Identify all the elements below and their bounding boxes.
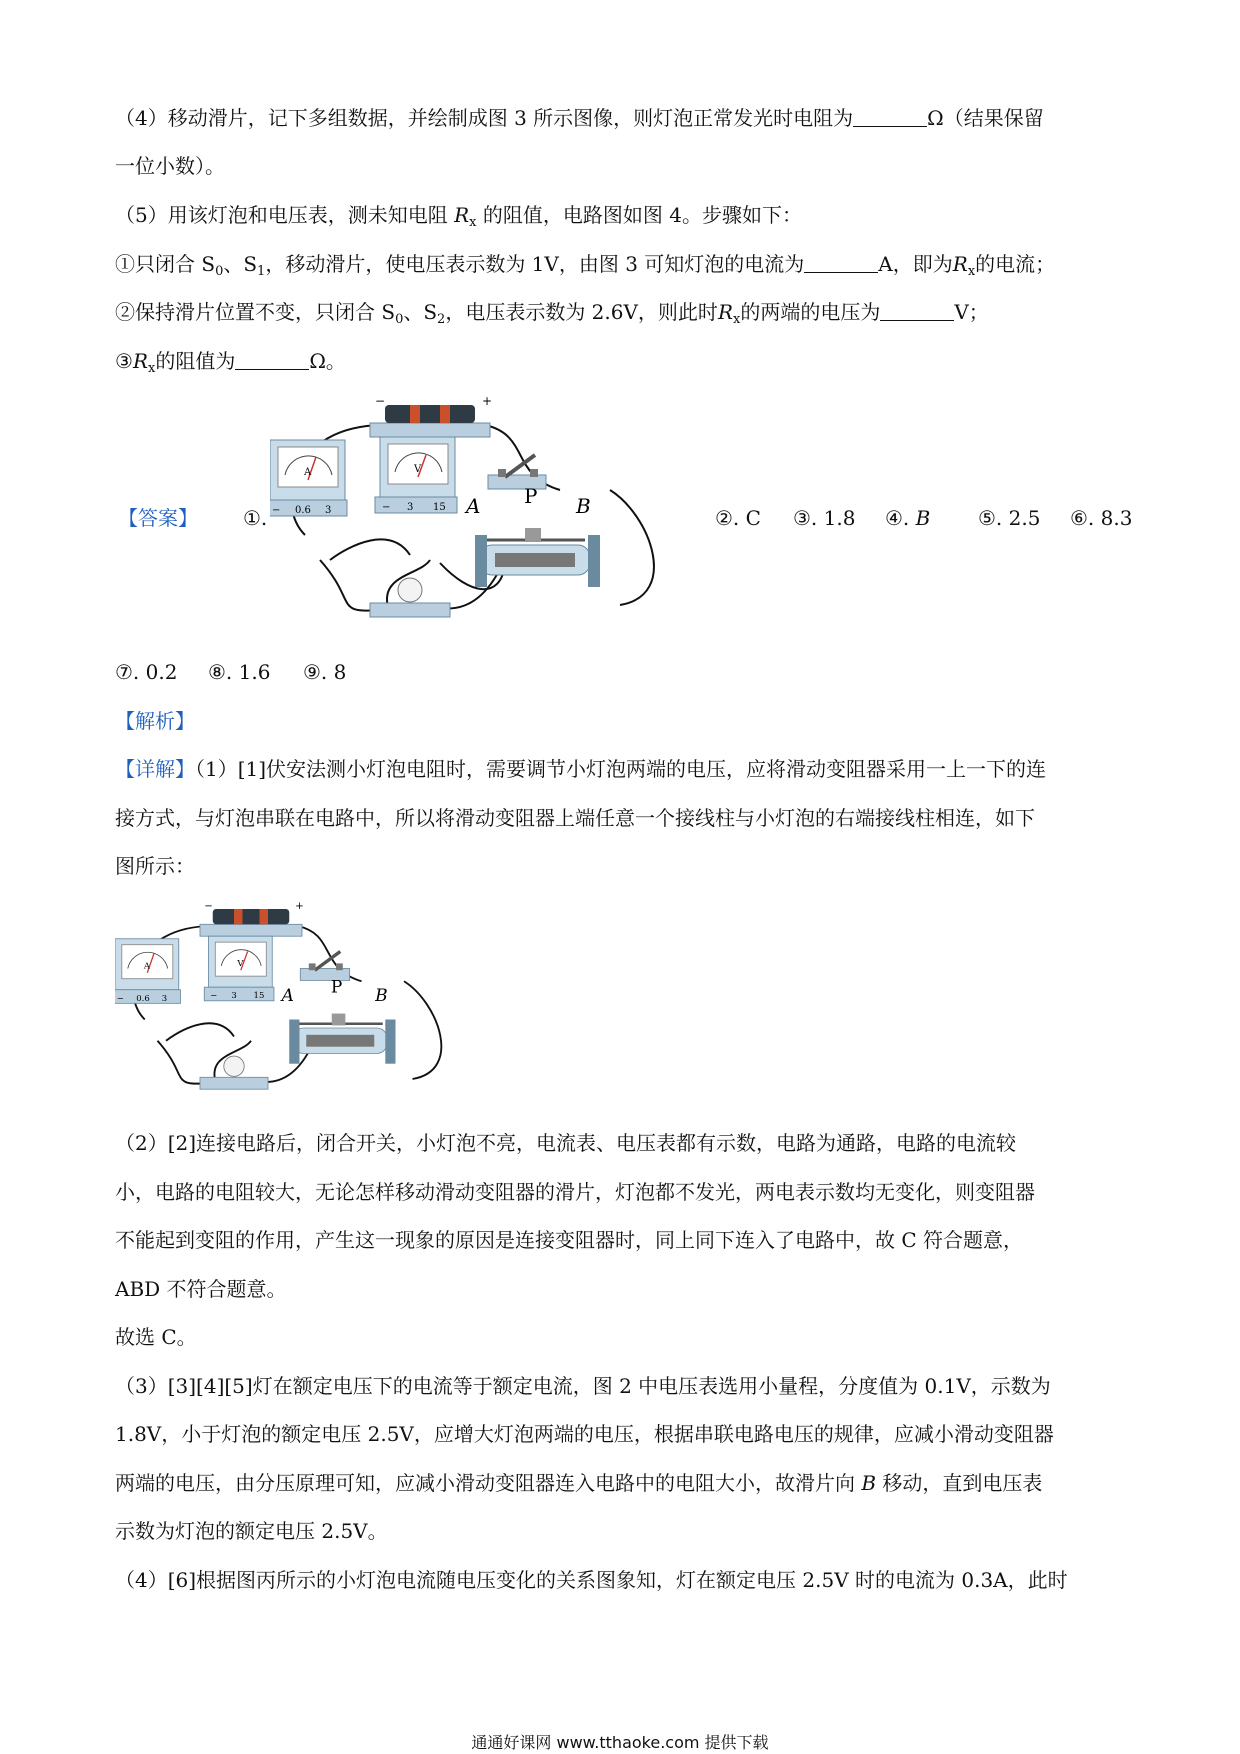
answer-item-6: ⑥. 8.3 (1070, 506, 1133, 530)
question5-step3: $③R_x$的阻值为 Ω。 (115, 349, 346, 376)
detail-p1-line1: 【详解】（1）[1]伏安法测小灯泡电阻时，需要调节小灯泡两端的电压，应将滑动变阻器采用一上一下的连 (115, 757, 1047, 781)
answer-item-3: ③. 1.8 (793, 506, 856, 530)
svg-text:A: A (143, 961, 151, 972)
svg-text:P: P (330, 977, 343, 998)
svg-text:0.6: 0.6 (136, 993, 150, 1004)
svg-text:+: + (482, 395, 493, 408)
question4-line2: 一位小数）。 (115, 154, 225, 178)
detail-p1-line2: 接方式，与灯泡串联在电路中，所以将滑动变阻器上端任意一个接线柱与小灯泡的右端接线柱相连，如下 (115, 806, 1035, 830)
svg-text:3: 3 (231, 991, 237, 1002)
answer-blank (853, 106, 927, 127)
answer-item-9: ⑨. 8 (303, 660, 347, 684)
answer-item-5: ⑤. 2.5 (978, 506, 1041, 530)
svg-text:−: − (210, 991, 218, 1002)
detail-p2-line5: 故选 C。 (115, 1325, 197, 1349)
detail-p3-line3: 两端的电压，由分压原理可知，应减小滑动变阻器连入电路中的电阻大小，故滑片向 B 移动，直到电压表 (115, 1471, 1043, 1495)
svg-text:A: A (281, 985, 294, 1006)
analysis-label: 【解析】 (115, 709, 195, 733)
answer-blank (880, 300, 954, 321)
circuit-diagram-answer (270, 395, 670, 635)
svg-text:3: 3 (325, 505, 332, 516)
switch (300, 952, 349, 981)
answer-item-8: ⑧. 1.6 (208, 660, 271, 684)
svg-text:15: 15 (253, 991, 265, 1002)
page-footer: 通通好课网 www.tthaoke.com 提供下载 (471, 1733, 769, 1752)
svg-text:−: − (272, 505, 281, 516)
svg-text:B: B (375, 985, 388, 1006)
voltmeter (204, 936, 274, 1001)
rheostat (280, 977, 396, 1063)
svg-text:B: B (576, 494, 591, 518)
rheostat (464, 484, 600, 587)
svg-text:A: A (304, 467, 312, 478)
answer-item-7: ⑦. 0.2 (115, 660, 178, 684)
svg-text:V: V (414, 464, 422, 475)
answer-blank (804, 252, 878, 273)
detail-p4-line1: （4）[6]根据图丙所示的小灯泡电流随电压变化的关系图象知，灯在额定电压 2.5V 时的电流为 0.3A，此时 (115, 1568, 1068, 1592)
detail-p3-line1: （3）[3][4][5]灯在额定电压下的电流等于额定电流，图 2 中电压表选用小量程，分度值为 0.1V，示数为 (115, 1374, 1051, 1398)
svg-text:0.6: 0.6 (295, 505, 311, 516)
answer-item-4: ④. B (885, 506, 931, 530)
ammeter (115, 939, 180, 1004)
ammeter (270, 440, 347, 516)
answer-item-1: ①. (243, 506, 268, 530)
svg-text:−: − (116, 993, 124, 1004)
svg-text:+: + (295, 901, 304, 912)
question5-intro: （5）用该灯泡和电压表，测未知电阻 $R_x$ 的阻值，电路图如图 4。步骤如下： (115, 203, 802, 230)
answer-blank (235, 349, 309, 370)
detail-p3-line2: 1.8V，小于灯泡的额定电压 2.5V，应增大灯泡两端的电压，根据串联电路电压的规律，应减小滑动变阻器 (115, 1422, 1054, 1446)
detail-p2-line2: 小，电路的电阻较大，无论怎样移动滑动变阻器的滑片，灯泡都不发光，两电表示数均无变化，则变阻器 (115, 1180, 1035, 1204)
answer-item-2: ②. C (715, 506, 761, 530)
svg-text:−: − (375, 395, 386, 408)
svg-text:−: − (382, 502, 391, 513)
svg-text:−: − (204, 901, 213, 912)
svg-text:3: 3 (407, 502, 414, 513)
question4-line1: （4）移动滑片，记下多组数据，并绘制成图 3 所示图像，则灯泡正常发光时电阻为 Ω（结果保留 (115, 106, 1044, 130)
detail-p2-line4: ABD 不符合题意。 (115, 1277, 287, 1301)
svg-text:P: P (524, 484, 538, 508)
battery (370, 395, 492, 437)
voltmeter (375, 437, 457, 513)
svg-text:3: 3 (161, 993, 168, 1004)
detail-p3-line4: 示数为灯泡的额定电压 2.5V。 (115, 1519, 388, 1543)
circuit-diagram-solution (115, 900, 455, 1105)
battery (200, 901, 304, 936)
svg-text:V: V (237, 958, 244, 969)
detail-p1-line3: 图所示： (115, 854, 195, 878)
svg-text:15: 15 (433, 502, 446, 513)
question5-step1: ①只闭合 $S_0$、$S_1$，移动滑片，使电压表示数为 1V，由图 3 可知灯泡的电流为 A，即为$R_x$的电流； (115, 252, 1056, 279)
answer-label: 【答案】 (118, 506, 198, 530)
detail-p2-line3: 不能起到变阻的作用，产生这一现象的原因是连接变阻器时，同上同下连入了电路中，故 C 符合题意， (115, 1228, 1024, 1252)
detail-p2-line1: （2）[2]连接电路后，闭合开关，小灯泡不亮，电流表、电压表都有示数，电路为通路，电路的电流较 (115, 1131, 1017, 1155)
light-bulb (200, 1056, 268, 1089)
question5-step2: ②保持滑片位置不变，只闭合 $S_0$、$S_2$，电压表示数为 2.6V，则此时$R_x$的两端的电压为 V； (115, 300, 989, 327)
light-bulb (370, 578, 450, 617)
svg-text:A: A (466, 494, 481, 518)
